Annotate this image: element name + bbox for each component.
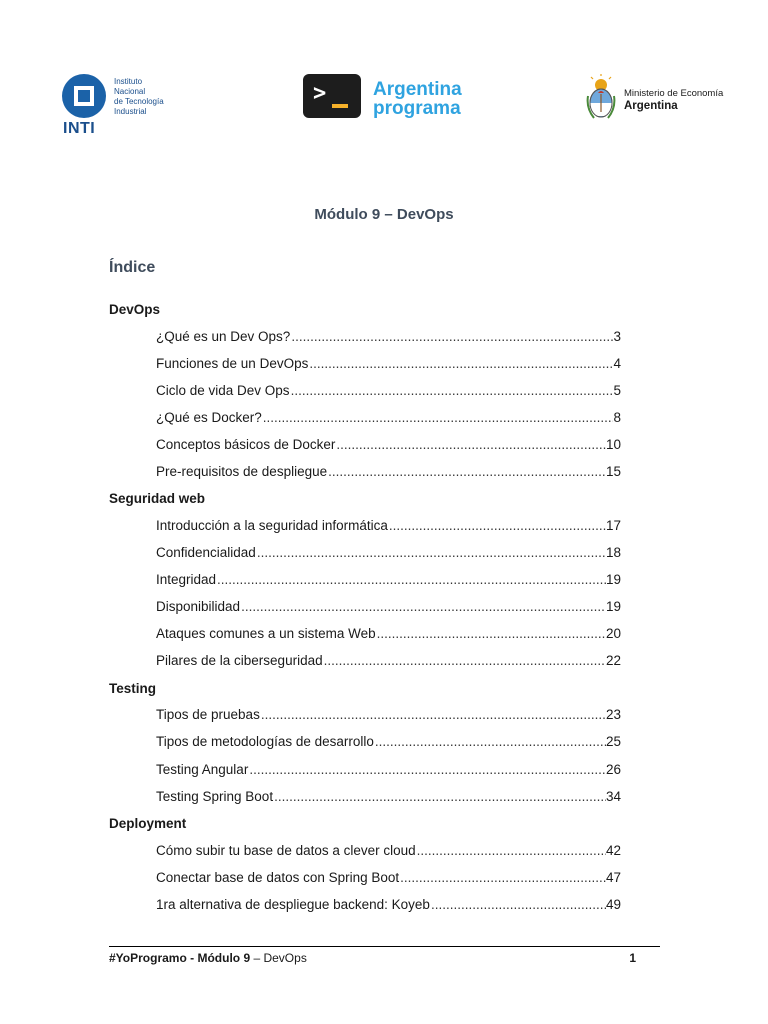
inti-name: Instituto Nacional de Tecnología Industrial <box>114 77 164 116</box>
toc-entry[interactable] <box>156 842 621 860</box>
toc-entry-title: Disponibilidad <box>156 599 241 614</box>
toc-entry-title: Tipos de pruebas <box>156 707 260 722</box>
toc-entry[interactable] <box>156 355 621 373</box>
toc-entry-page: 25 <box>605 734 621 749</box>
toc-entry[interactable] <box>156 544 621 562</box>
toc-leader-dots <box>308 355 613 373</box>
toc-entry[interactable] <box>156 382 621 400</box>
toc-entry[interactable] <box>156 733 621 751</box>
toc-entry-title: Conceptos básicos de Docker <box>156 437 336 452</box>
toc-entry-title: Cómo subir tu base de datos a clever cloud <box>156 843 416 858</box>
toc-entry-title: Integridad <box>156 572 217 587</box>
toc-leader-dots <box>399 869 606 887</box>
toc-entry[interactable] <box>156 598 621 616</box>
toc-entry-page: 47 <box>605 870 621 885</box>
toc-entry-title: Ciclo de vida Dev Ops <box>156 383 290 398</box>
toc-leader-dots <box>290 328 613 346</box>
toc-leader-dots <box>256 544 606 562</box>
toc-entry-page: 49 <box>605 897 621 912</box>
toc-entry-page: 42 <box>605 843 621 858</box>
toc-leader-dots <box>260 706 606 724</box>
index-heading: Índice <box>109 259 156 276</box>
toc-entry-page: 34 <box>605 789 621 804</box>
toc-leader-dots <box>216 571 606 589</box>
document-title: Módulo 9 – DevOps <box>314 206 454 223</box>
argentina-programa-name: Argentina programa <box>373 79 462 119</box>
toc-leader-dots <box>374 733 606 751</box>
inti-acronym: INTI <box>63 120 96 137</box>
toc-entry-page: 3 <box>613 329 621 344</box>
toc-entry-page: 15 <box>605 464 621 479</box>
toc-entry-page: 19 <box>605 572 621 587</box>
toc-entry-page: 5 <box>613 383 621 398</box>
toc-entry-page: 17 <box>605 518 621 533</box>
toc-entry[interactable] <box>156 328 621 346</box>
toc-leader-dots <box>240 598 606 616</box>
toc-leader-dots <box>323 652 606 670</box>
toc-leader-dots <box>430 896 606 914</box>
toc-entry-title: Funciones de un DevOps <box>156 356 309 371</box>
toc-entry-title: Pre-requisitos de despliegue <box>156 464 328 479</box>
toc-entry[interactable] <box>156 652 621 670</box>
toc-leader-dots <box>416 842 606 860</box>
toc-entry[interactable] <box>156 869 621 887</box>
toc-entry-title: Testing Angular <box>156 762 249 777</box>
footer-divider <box>109 946 660 947</box>
toc-entry-page: 18 <box>605 545 621 560</box>
toc-leader-dots <box>388 517 606 535</box>
toc-entry-title: 1ra alternativa de despliegue backend: Koyeb <box>156 897 430 912</box>
toc-entry-page: 23 <box>605 707 621 722</box>
toc-entry-title: Conectar base de datos con Spring Boot <box>156 870 400 885</box>
toc-leader-dots <box>290 382 614 400</box>
toc-entry-page: 10 <box>605 437 621 452</box>
toc-leader-dots <box>248 761 606 779</box>
toc-entry-title: Confidencialidad <box>156 545 256 560</box>
toc-entry-page: 8 <box>613 410 621 425</box>
toc-entry-title: Introducción a la seguridad informática <box>156 518 388 533</box>
toc-entry[interactable] <box>156 788 621 806</box>
toc-entry[interactable] <box>156 706 621 724</box>
terminal-prompt-icon: > <box>303 74 361 118</box>
toc-leader-dots <box>273 788 606 806</box>
toc-entry[interactable] <box>156 436 621 454</box>
toc-entry-title: ¿Qué es un Dev Ops? <box>156 329 291 344</box>
toc-leader-dots <box>376 625 606 643</box>
toc-entry-page: 19 <box>605 599 621 614</box>
toc-entry[interactable] <box>156 761 621 779</box>
toc-entry-page: 20 <box>605 626 621 641</box>
toc-entry-title: Tipos de metodologías de desarrollo <box>156 734 374 749</box>
toc-entry[interactable] <box>156 896 621 914</box>
toc-entry[interactable] <box>156 409 621 427</box>
toc-entry-title: ¿Qué es Docker? <box>156 410 262 425</box>
toc-leader-dots <box>335 436 606 454</box>
toc-entry-title: Ataques comunes a un sistema Web <box>156 626 376 641</box>
toc-entry-page: 26 <box>605 762 621 777</box>
toc-entry-page: 4 <box>613 356 621 371</box>
toc-entry[interactable] <box>156 625 621 643</box>
toc-entry-page: 22 <box>605 653 621 668</box>
toc-leader-dots <box>327 463 606 481</box>
footer-label: #YoProgramo - Módulo 9 – DevOps <box>109 951 307 965</box>
toc-entry[interactable] <box>156 517 621 535</box>
page-number: 1 <box>629 951 636 965</box>
toc-section-deployment: Deployment <box>109 816 187 831</box>
toc-section-testing: Testing <box>109 681 156 696</box>
toc-section-seguridad-web: Seguridad web <box>109 491 206 506</box>
toc-section-devops: DevOps <box>109 302 161 317</box>
page-footer <box>109 950 636 966</box>
ministerio-name: Ministerio de Economía Argentina <box>624 88 724 112</box>
toc-entry[interactable] <box>156 463 621 481</box>
toc-entry-title: Testing Spring Boot <box>156 789 274 804</box>
toc-entry-title: Pilares de la ciberseguridad <box>156 653 323 668</box>
toc-leader-dots <box>262 409 614 427</box>
toc-entry[interactable] <box>156 571 621 589</box>
